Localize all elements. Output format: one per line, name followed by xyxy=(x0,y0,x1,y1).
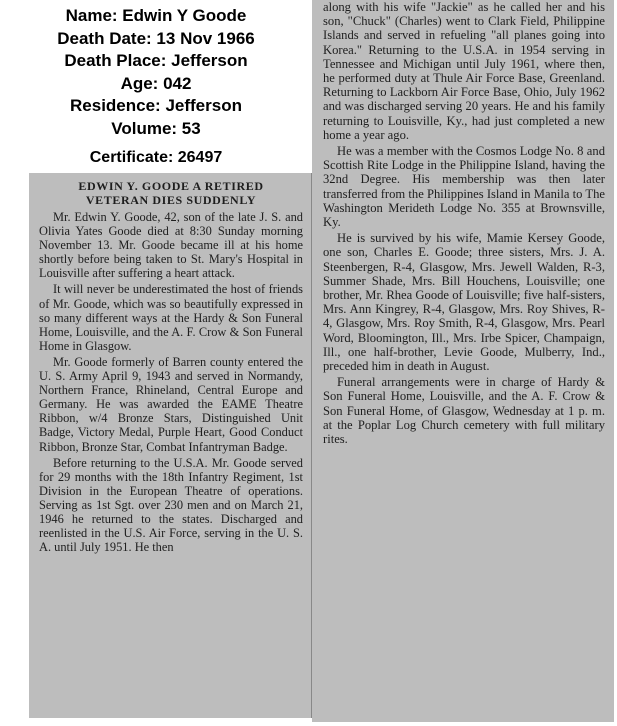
obituary-paragraph: He was a member with the Cosmos Lodge No. 8 and Scottish Rite Lodge in the Philippine Island, having the 32nd Degree. His membership was then later transferred from the Philippines Island in Manila to The Washington Merideth Lodge No. 355 at Brownsville, Ky. xyxy=(323,144,605,230)
headline-line-2: VETERAN DIES SUDDENLY xyxy=(85,193,257,207)
record-death-place: Death Place: Jefferson xyxy=(64,51,248,70)
record-age: Age: 042 xyxy=(120,73,192,93)
obituary-paragraph: Before returning to the U.S.A. Mr. Goode served for 29 months with the 18th Infantry Regiment, 1st Division in the European Theatre of operations. Serving as 1st Sgt. over 230 men and on March 21, 1946 he returned to the states. Discharged and reenlisted in the U.S. Air Force, serving in the U. S. A. until July 1951. He then xyxy=(39,455,303,555)
obituary-headline xyxy=(39,179,303,207)
obituary-paragraph: Mr. Edwin Y. Goode, 42, son of the late J. S. and Olivia Yates Goode died at 8:30 Sunday morning November 13. Mr. Goode became ill at his home shortly before being taken to St. Mary's Hospital in Louisville after suffering a heart attack. xyxy=(39,210,303,281)
headline-line-1: EDWIN Y. GOODE A RETIRED xyxy=(78,179,264,193)
record-death-date: Death Date: 13 Nov 1966 xyxy=(57,28,255,48)
obituary-paragraph: Funeral arrangements were in charge of Hardy & Son Funeral Home, Louisville, and the A. F. Crow & Son Funeral Home, of Glasgow, Wednesday at 1 p. m. at the Poplar Log Church cemetery with full military rites. xyxy=(323,375,605,447)
obituary-paragraph: along with his wife "Jackie" as he called her and his son, "Chuck" (Charles) went to Clark Field, Philippine Islands and served in refueling "all planes going into Korea." Returning to the U.S.A. in 1954 serving in Tennessee and Michigan until July 1961, where then, he performed duty at Thule Air Force Base, Greenland. Returning to Lackborn Air Force Base, Ohio, July 1962 and was discharged serving 20 years. He and his family returning to Louisville, Ky., had just completed a new home a year ago. xyxy=(323,0,605,142)
record-name: Name: Edwin Y Goode xyxy=(65,6,247,25)
obituary-paragraph: It will never be underestimated the host of friends of Mr. Goode, which was so beautifully expressed in so many different ways at the Hardy & Son Funeral Home, Louisville, and the A. F. Crow & Son Funeral Home in Glasgow. xyxy=(39,282,303,353)
newspaper-clipping-left xyxy=(29,173,313,718)
obituary-paragraph: Mr. Goode formerly of Barren county entered the U. S. Army April 9, 1943 and served in Normandy, Northern France, Rhineland, Central Europe and Germany. He was awarded the EAME Theatre Ribbon, w/4 Bronze Stars, Distinguished Unit Badge, Victory Medal, Purple Heart, Good Conduct Ribbon, Bronze Star, Combat Infantryman Badge. xyxy=(39,354,303,454)
record-residence: Residence: Jefferson xyxy=(70,96,242,115)
newspaper-clipping-right xyxy=(312,0,614,722)
obituary-paragraph: He is survived by his wife, Mamie Kersey Goode, one son, Charles E. Goode; three sisters, Mrs. J. A. Steenbergen, R-4, Glasgow, Mrs. Jewell Walden, R-3, Summer Shade, Mrs. Bill Houchens, Louisville; one brother, Mr. Rhea Goode of Louisville; five half-sisters, Mrs. Ann Kingrey, R-4, Glasgow, Mrs. Roy Shives, R-4, Glasgow, Mrs. Roy Smith, R-4, Glasgow, Mrs. Pearl Word, Bloomington, Ill., Mrs. Irbe Spicer, Champaign, Ill., one half-brother, Levie Goode, Mulberry, Ind., preceded him in death in August. xyxy=(323,231,605,374)
record-certificate: Certificate: 26497 xyxy=(89,149,223,166)
record-volume: Volume: 53 xyxy=(111,118,201,138)
death-record-header xyxy=(0,0,312,172)
